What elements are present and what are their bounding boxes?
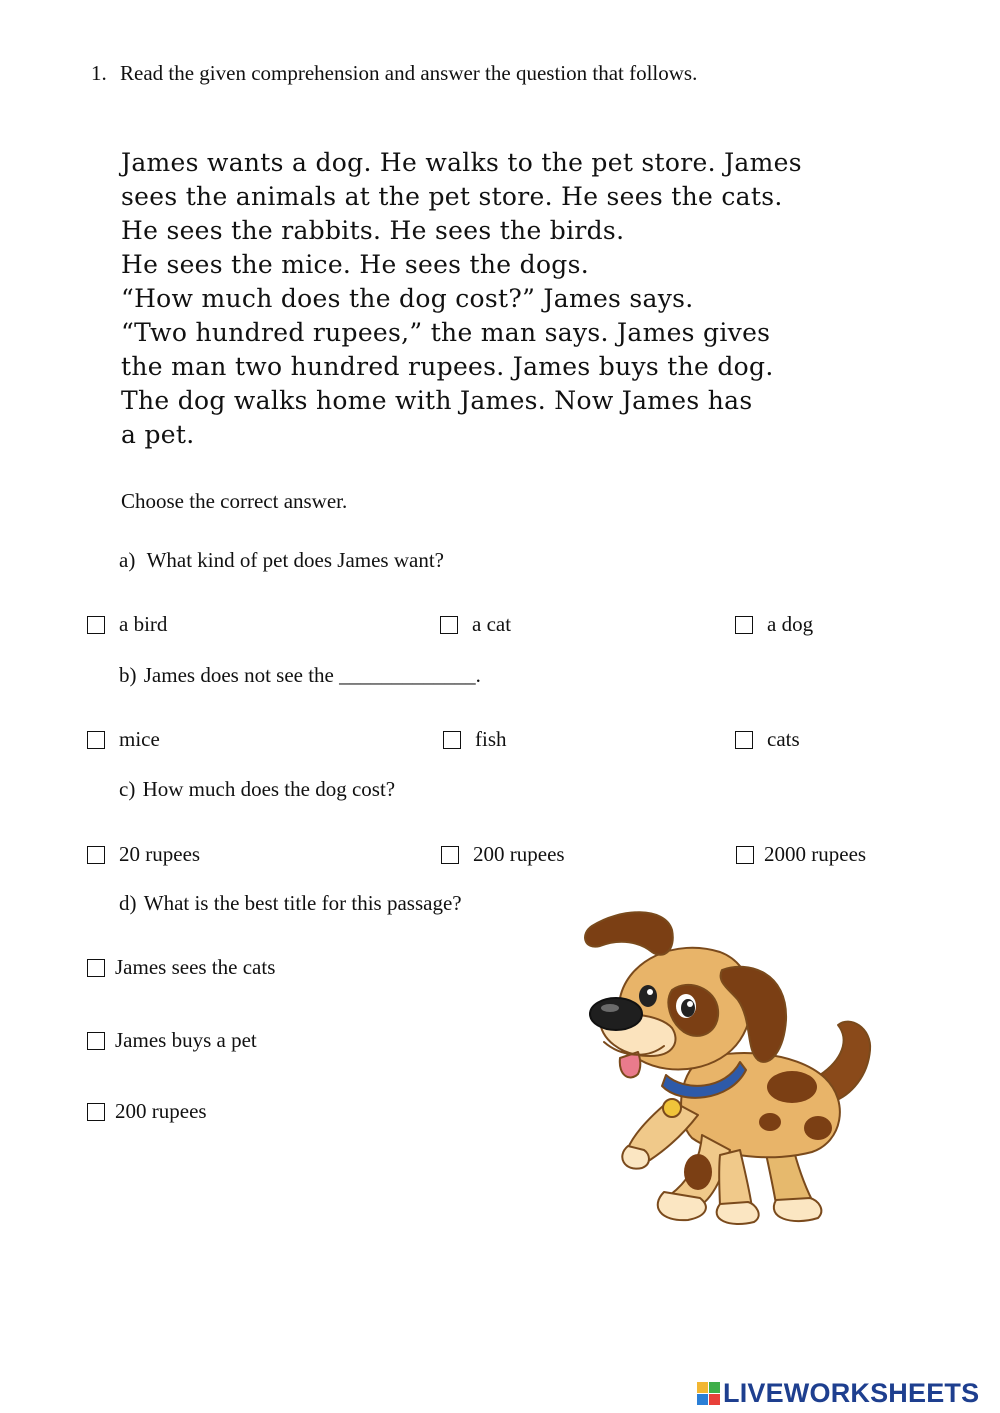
logo-block (709, 1382, 720, 1393)
checkbox[interactable] (87, 959, 105, 977)
logo-blocks-icon (697, 1382, 720, 1405)
option-a-cat[interactable] (440, 612, 511, 637)
question-text: What kind of pet does James want? (146, 548, 444, 572)
checkbox[interactable] (87, 1103, 105, 1121)
option-c-2000-rupees[interactable] (736, 842, 866, 867)
checkbox[interactable] (87, 616, 105, 634)
question-label: a) (119, 548, 136, 572)
brand-name: LIVEWORKSHEETS (723, 1378, 980, 1408)
option-label: James buys a pet (115, 1028, 257, 1052)
checkbox[interactable] (440, 616, 458, 634)
option-d-james-sees-the-cats[interactable] (87, 955, 275, 980)
question-a (119, 548, 444, 573)
checkbox[interactable] (443, 731, 461, 749)
question-b (119, 663, 481, 688)
passage-line: James wants a dog. He walks to the pet store. James (121, 148, 802, 177)
passage-line: He sees the mice. He sees the dogs. (121, 250, 589, 279)
passage-line: He sees the rabbits. He sees the birds. (121, 216, 625, 245)
passage-line: the man two hundred rupees. James buys the dog. (121, 352, 774, 381)
option-c-200-rupees[interactable] (441, 842, 565, 867)
option-label: a dog (767, 612, 814, 636)
question-text: What is the best title for this passage? (143, 891, 462, 915)
option-label: a cat (472, 612, 512, 636)
question-text: James does not see the _____________. (143, 663, 481, 687)
option-label: 20 rupees (119, 842, 201, 866)
option-label: James sees the cats (115, 955, 276, 979)
checkbox[interactable] (87, 846, 105, 864)
option-c-20-rupees[interactable] (87, 842, 200, 867)
checkbox[interactable] (87, 731, 105, 749)
question-text: How much does the dog cost? (142, 777, 396, 801)
checkbox[interactable] (736, 846, 754, 864)
option-d-200-rupees[interactable] (87, 1099, 207, 1124)
option-label: 200 rupees (115, 1099, 207, 1123)
option-b-fish[interactable] (443, 727, 507, 752)
checkbox[interactable] (87, 1032, 105, 1050)
passage-line: “How much does the dog cost?” James says. (121, 284, 694, 313)
question-label: b) (119, 663, 137, 687)
question-label: d) (119, 891, 137, 915)
option-label: 2000 rupees (764, 842, 867, 866)
option-d-james-buys-a-pet[interactable] (87, 1028, 257, 1053)
question-c (119, 777, 395, 802)
question-label: c) (119, 777, 136, 801)
option-label: a bird (119, 612, 168, 636)
checkbox[interactable] (735, 731, 753, 749)
option-a-dog[interactable] (735, 612, 813, 637)
question-d (119, 891, 462, 916)
checkbox[interactable] (735, 616, 753, 634)
passage-line: “Two hundred rupees,” the man says. James gives (121, 318, 771, 347)
option-label: cats (767, 727, 800, 751)
option-label: mice (119, 727, 160, 751)
checkbox[interactable] (441, 846, 459, 864)
passage-line: sees the animals at the pet store. He sees the cats. (121, 182, 783, 211)
option-a-bird[interactable] (87, 612, 167, 637)
liveworksheets-logo (697, 1378, 979, 1409)
passage-line: The dog walks home with James. Now James has (121, 386, 753, 415)
instruction-text: Read the given comprehension and answer the question that follows. (120, 61, 698, 85)
option-label: fish (475, 727, 507, 751)
option-b-cats[interactable] (735, 727, 800, 752)
puppy-illustration (580, 910, 880, 1230)
choose-prompt: Choose the correct answer. (121, 489, 348, 513)
logo-block (697, 1382, 708, 1393)
option-label: 200 rupees (473, 842, 565, 866)
option-b-mice[interactable] (87, 727, 160, 752)
logo-block (709, 1394, 720, 1405)
instruction-number: 1. (91, 61, 107, 85)
instruction (91, 61, 697, 86)
logo-block (697, 1394, 708, 1405)
passage-line: a pet. (121, 420, 195, 449)
